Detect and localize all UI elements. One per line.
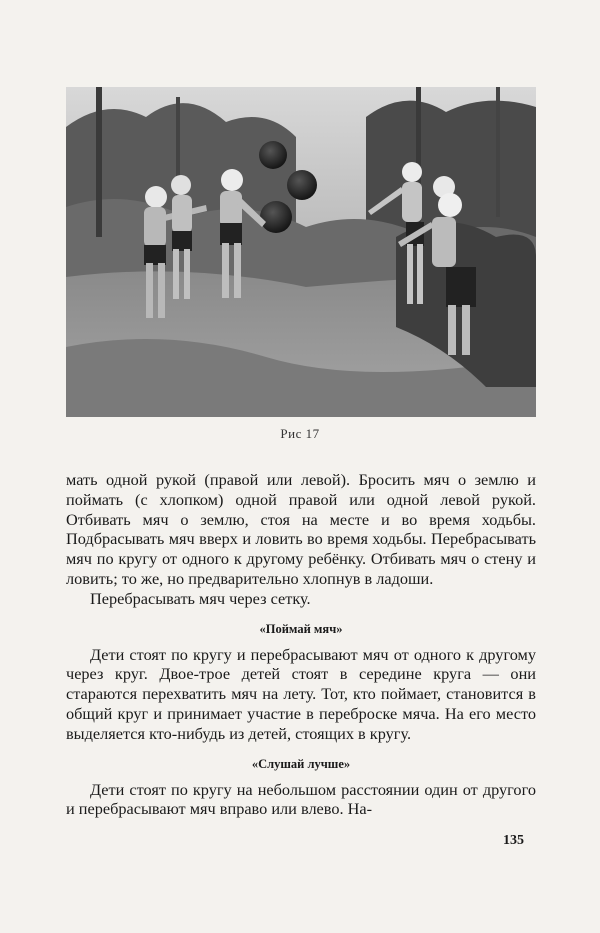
- section-heading: «Поймай мяч»: [259, 621, 343, 636]
- paragraph: мать одной рукой (правой или левой). Бросить мяч о землю и поймать (с хлопком) одной правой или одной левой рукой. Отбивать мяч о землю, стоя на месте и во время ходьбы. Подбрасывать мяч вверх и ловить во время ходьбы. Перебрасывать мяч по кругу от одного к другому ребёнку. Отбивать мяч о стену и ловить; то же, но предварительно хлопнув в ладоши.: [66, 470, 536, 588]
- section-heading: «Слушай лучше»: [251, 756, 351, 771]
- paragraph: Перебрасывать мяч через сетку.: [90, 588, 311, 608]
- page-number: 135: [503, 833, 524, 848]
- figure-photo: [66, 87, 536, 417]
- figure-caption: Рис 17: [280, 426, 320, 441]
- body-text: [66, 470, 536, 819]
- section-paragraph: Дети стоят по кругу и перебрасывают мяч от одного к другому через круг. Двое-трое детей стоят в середине круга — они стараются перехватить мяч на лету. Тот, кто поймает, становится в общий круг и принимает участие в переброске мяча. На его место выделяется кто-нибудь из детей, стоящих в кругу.: [66, 644, 536, 743]
- section-paragraph: Дети стоят по кругу на небольшом расстоянии один от другого и перебрасывают мяч вправо или влево. На-: [66, 779, 536, 819]
- photo-children-playing-ball-icon: [66, 87, 536, 417]
